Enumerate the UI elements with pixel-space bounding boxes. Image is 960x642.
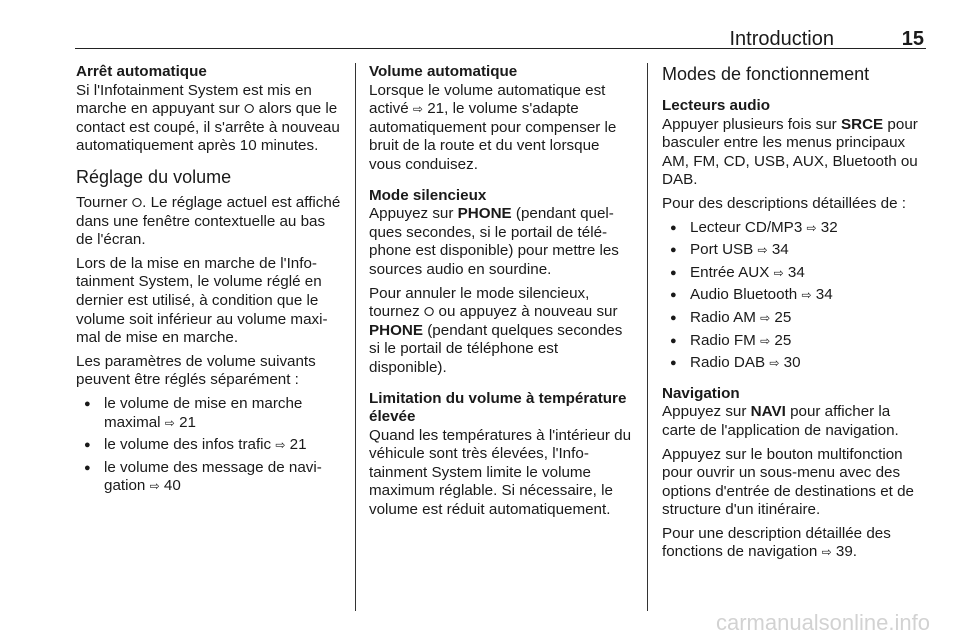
page-ref[interactable]: 34	[771, 241, 789, 259]
volume-settings-list	[76, 395, 342, 496]
list-item: ● Radio FM ⇨ 25	[662, 332, 928, 351]
page-ref[interactable]: 34	[815, 286, 833, 304]
page-ref[interactable]: 21	[179, 413, 196, 431]
page-ref-arrow-icon: ⇨	[757, 243, 768, 258]
text: Tourner	[76, 193, 128, 211]
key-label-navi: NAVI	[750, 403, 786, 421]
paragraph: Appuyez sur NAVI pour afficher la carte de l'application de navigation.	[662, 403, 899, 439]
paragraph: Appuyez sur le bouton multifonction pour ouvrir un sous-menu avec des options d'entrée de destinations et de structure d'un itinéraire.	[662, 445, 914, 519]
paragraph: Pour des descriptions détaillées de :	[662, 194, 906, 212]
page-ref-arrow-icon: ⇨	[773, 265, 784, 280]
page-ref-arrow-icon: ⇨	[164, 415, 175, 430]
page-ref-arrow-icon: ⇨	[275, 438, 286, 453]
audio-sources-list	[662, 219, 928, 373]
list-item: ● Lecteur CD/MP3 ⇨ 32	[662, 219, 928, 238]
page-ref[interactable]: 30	[783, 354, 801, 372]
paragraph: Pour annuler le mode silencieux, tournez ⭘ ou appuyez à nouveau sur PHONE (pendant quelques secondes si le portail de téléphone est disponible).	[369, 284, 623, 376]
text: . Le réglage actuel est affiché dans une fenêtre contextuelle au bas de l'écran.	[76, 193, 341, 249]
section-heading-auto-off: Arrêt automatique	[76, 63, 207, 80]
paragraph	[76, 82, 342, 156]
text: Si l'Infotainment System est mis en marche en appuyant sur	[76, 81, 312, 118]
section-heading-volume: Réglage du volume	[76, 166, 232, 187]
page-ref-arrow-icon: ⇨	[149, 479, 160, 494]
page-ref-arrow-icon: ⇨	[412, 102, 423, 117]
list-item: ● Radio AM ⇨ 25	[662, 309, 928, 328]
page-ref[interactable]: 25	[774, 308, 792, 326]
paragraph: Quand les températures à l'intérieur du véhicule sont très élevées, l'Infotainment System limite le volume maximum réglable. Si nécessaire, le volume est réduit automatiquement.	[369, 426, 632, 519]
page-ref[interactable]: 39.	[835, 543, 858, 561]
section-heading-auto-volume: Volume automatique	[369, 63, 518, 80]
paragraph	[76, 194, 342, 250]
page-number: 15	[901, 28, 924, 50]
page-ref[interactable]: 21	[289, 436, 307, 454]
page-ref[interactable]: 40	[163, 477, 181, 495]
text: alors que le contact est coupé, il s'arrête à nouveau automatiquement après 10 minutes.	[76, 100, 340, 155]
page-ref[interactable]: 25	[774, 331, 792, 349]
page-ref[interactable]: 34	[787, 263, 805, 281]
page-ref-arrow-icon: ⇨	[821, 545, 832, 560]
list-item: ● Port USB ⇨ 34	[662, 241, 928, 260]
section-heading-temp-limit: Limitation du volume à température élevée	[369, 389, 627, 426]
section-heading-modes: Modes de fonctionnement	[662, 64, 870, 84]
key-label-phone: PHONE	[457, 205, 512, 223]
paragraph: Appuyer plusieurs fois sur SRCE pour basculer entre les menus principaux AM, FM, CD, USB, AUX, Bluetooth ou DAB.	[662, 115, 918, 189]
section-heading-navigation: Navigation	[662, 384, 740, 402]
list-item: ● Radio DAB ⇨ 30	[662, 354, 928, 373]
paragraph: Lors de la mise en marche de l'Infotainment System, le volume réglé en dernier est utilisé, à condition que le volume soit inférieur au volume maximal de mise en marche.	[76, 254, 328, 347]
list-item: ● le volume de mise en marche maximal ⇨ 21	[76, 395, 342, 432]
page-ref-arrow-icon: ⇨	[769, 356, 780, 371]
list-item: ● le volume des infos trafic ⇨ 21	[76, 436, 342, 455]
watermark: carmanualsonline.info	[715, 610, 930, 635]
power-knob-icon: ⭘	[244, 101, 255, 117]
list-item: ● Entrée AUX ⇨ 34	[662, 264, 928, 283]
section-heading-mute: Mode silencieux	[369, 186, 487, 204]
page-ref-arrow-icon: ⇨	[806, 220, 817, 235]
power-knob-icon: ⭘	[423, 304, 435, 320]
list-item: ● Audio Bluetooth ⇨ 34	[662, 286, 928, 305]
paragraph: Les paramètres de volume suivants peuvent être réglés séparément :	[76, 352, 316, 389]
page-ref[interactable]: 32	[820, 218, 838, 236]
column-right	[662, 63, 928, 567]
section-heading-audio: Lecteurs audio	[662, 97, 771, 114]
page-ref[interactable]: 21	[427, 100, 445, 118]
page-title: Introduction	[729, 28, 834, 50]
key-label-phone: PHONE	[369, 321, 424, 339]
paragraph: Appuyez sur PHONE (pendant quelques secondes, si le portail de téléphone est disponible) pour mettre les sources audio en sourdine.	[369, 205, 619, 278]
key-label-srce: SRCE	[840, 115, 884, 133]
column-left	[76, 63, 342, 500]
column-divider	[355, 63, 356, 611]
power-knob-icon: ⭘	[131, 194, 143, 210]
page-header	[75, 0, 926, 49]
page-ref-arrow-icon: ⇨	[801, 288, 812, 303]
paragraph: Lorsque le volume automatique est activé ⇨ 21, le volume s'adapte automatiquement pour compenser le bruit de la route et du vent lorsque vous conduisez.	[369, 81, 617, 173]
paragraph: Pour une description détaillée des fonctions de navigation ⇨ 39.	[662, 524, 891, 561]
list-item: ● le volume des message de navigation ⇨ 40	[76, 459, 342, 496]
page-ref-arrow-icon: ⇨	[760, 333, 771, 348]
page-ref-arrow-icon: ⇨	[760, 310, 771, 325]
column-middle	[369, 63, 633, 525]
column-divider	[647, 63, 648, 611]
